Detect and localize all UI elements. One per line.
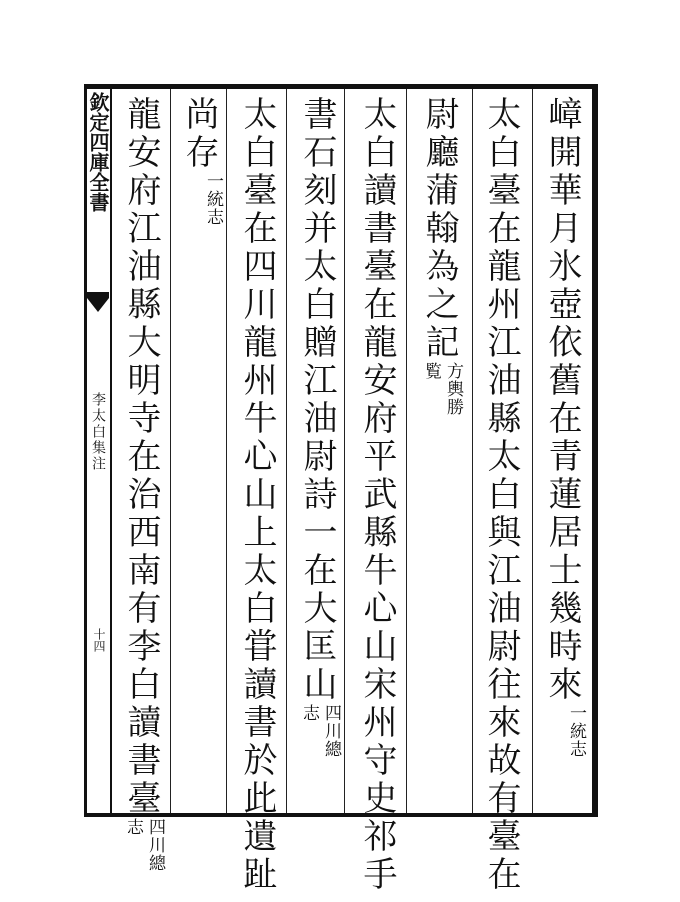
text-column-1	[537, 96, 587, 806]
main-text: 太白臺在龍州江油縣太白與江油尉往來故有臺在	[481, 96, 521, 894]
collection-title: 欽定四庫全書	[86, 92, 110, 212]
frame-right-border	[592, 84, 598, 817]
column-rule	[344, 89, 345, 813]
column-rule	[286, 89, 287, 813]
text-column-5	[292, 96, 342, 806]
main-text: 太白臺在四川龍州牛心山上太白甞讀書於此遺趾	[237, 96, 277, 894]
text-column-4	[352, 96, 402, 894]
main-text: 太白讀書臺在龍安府平武縣牛心山宋州守史祁手	[357, 96, 397, 894]
main-text: 龍安府江油縣大明寺在治西南有李白讀書臺	[121, 96, 161, 818]
text-column-2	[476, 96, 526, 894]
main-text: 尚存	[179, 96, 219, 172]
text-column-7	[174, 96, 224, 806]
column-rule	[226, 89, 227, 813]
column-rule	[472, 89, 473, 813]
annotation-note: 一統志	[203, 172, 223, 226]
book-title: 李太白集注	[90, 392, 106, 472]
column-rule	[406, 89, 407, 813]
fish-tail-mark	[87, 298, 109, 312]
annotation-note: 一統志	[566, 704, 586, 758]
margin-rule	[110, 84, 112, 817]
page-number: 十四	[92, 628, 106, 652]
main-text: 尉廳蒲翰為之記	[419, 96, 459, 362]
main-text: 嶂開華月氷壺依舊在青蓮居士幾時來	[542, 96, 582, 704]
main-text: 書石刻并太白贈江油尉詩一在大匡山	[297, 96, 337, 704]
text-column-3	[414, 96, 464, 806]
column-rule	[532, 89, 533, 813]
text-column-8	[116, 96, 166, 872]
annotation-note: 四川總志	[123, 818, 165, 872]
annotation-note: 四川總志	[299, 704, 341, 758]
column-rule	[170, 89, 171, 813]
text-column-6	[232, 96, 282, 894]
frame-top-border	[84, 84, 598, 89]
annotation-note: 方輿勝覧	[421, 362, 463, 416]
